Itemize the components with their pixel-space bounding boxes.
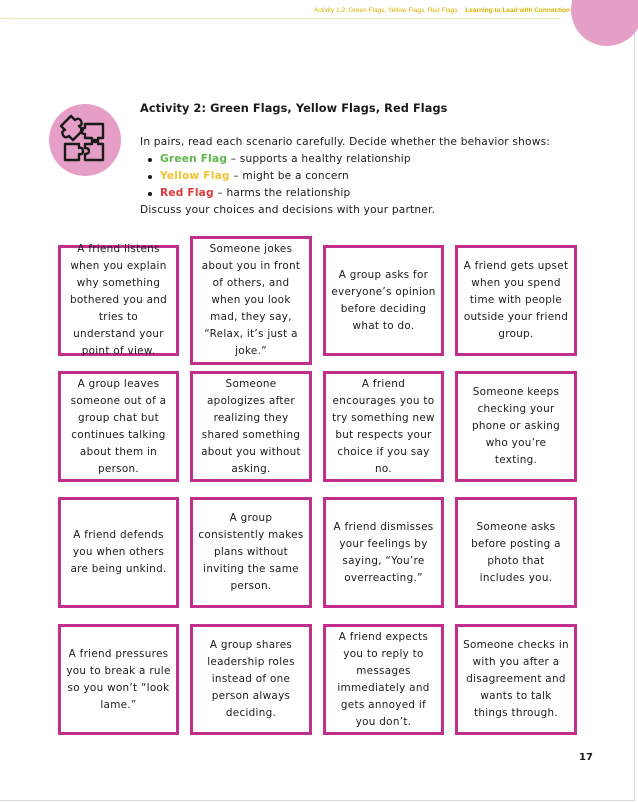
puzzle-pieces-icon	[57, 112, 113, 168]
scenario-text: Someone keeps checking your phone or asking who you’re texting.	[471, 386, 561, 466]
scenario-card	[323, 371, 444, 482]
header-activity-ref: Activity 1.2: Green Flags, Yellow Flags, Red Flags	[313, 7, 458, 14]
running-header	[314, 7, 570, 14]
flag-description-yellow: – might be a concern	[229, 170, 349, 182]
scenario-card	[190, 624, 312, 735]
flag-label-green: Green Flag	[160, 153, 228, 165]
activity-intro	[140, 100, 610, 219]
scenario-card	[455, 371, 577, 482]
activity-title: Activity 2: Green Flags, Yellow Flags, Red Flags	[140, 102, 448, 115]
flag-description-green: – supports a healthy relationship	[227, 153, 411, 165]
header-divider	[0, 18, 560, 19]
flag-description-red: – harms the relationship	[213, 187, 351, 199]
scenario-text: Someone jokes about you in front of others, and when you look mad, they say, “Relax, it’s just a joke.”	[201, 243, 301, 357]
scenario-card	[190, 236, 312, 365]
scenario-card	[190, 371, 312, 482]
scenario-text: A friend dismisses your feelings by saying, “You’re overreacting.”	[333, 520, 434, 584]
scenario-card	[323, 245, 444, 356]
scenario-text: A friend listens when you explain why something bothered you and tries to understand your point of view.	[69, 243, 168, 357]
scenario-text: A friend defends you when others are being unkind.	[70, 529, 167, 575]
scenario-card	[58, 497, 179, 608]
scenario-text: Someone asks before posting a photo that includes you.	[471, 520, 561, 584]
flag-list	[140, 151, 610, 202]
scenario-card	[323, 497, 444, 608]
scenario-text: Someone checks in with you after a disagreement and wants to talk things through.	[463, 639, 569, 719]
discuss-instruction: Discuss your choices and decisions with your partner.	[140, 204, 436, 216]
scenario-text: A group leaves someone out of a group chat but continues talking about them in person.	[70, 377, 167, 475]
scenario-card	[455, 624, 577, 735]
flag-item-green	[148, 151, 610, 168]
scenario-text: Someone apologizes after realizing they shared something about you without asking.	[201, 377, 301, 475]
scenario-card	[58, 624, 179, 735]
header-tagline: Learning to Lead with Connection	[465, 7, 570, 14]
scenario-text: A group shares leadership roles instead of one person always deciding.	[207, 639, 295, 719]
scenario-text: A group consistently makes plans without inviting the same person.	[198, 512, 304, 592]
scenario-card	[190, 497, 312, 608]
scenario-card	[323, 624, 444, 735]
activity-instructions: In pairs, read each scenario carefully. Decide whether the behavior shows:	[140, 136, 551, 148]
activity-icon-circle	[49, 104, 121, 176]
flag-item-yellow	[148, 168, 610, 185]
scenario-text: A friend encourages you to try something new but respects your choice if you say no.	[332, 377, 435, 475]
flag-label-red: Red Flag	[160, 187, 214, 199]
scenario-card	[58, 371, 179, 482]
scenario-text: A friend pressures you to break a rule so you won’t “look lame.”	[66, 647, 171, 711]
flag-label-yellow: Yellow Flag	[160, 170, 230, 182]
flag-item-red	[148, 185, 610, 202]
scenario-card	[455, 245, 577, 356]
scenario-text: A friend gets upset when you spend time with people outside your friend group.	[463, 260, 569, 340]
scenario-text: A friend expects you to reply to messages immediately and gets annoyed if you don’t.	[337, 630, 430, 728]
scenario-card	[455, 497, 577, 608]
scenario-card	[58, 245, 179, 356]
page-number: 17	[579, 752, 593, 763]
scenario-text: A group asks for everyone’s opinion before deciding what to do.	[331, 268, 436, 332]
